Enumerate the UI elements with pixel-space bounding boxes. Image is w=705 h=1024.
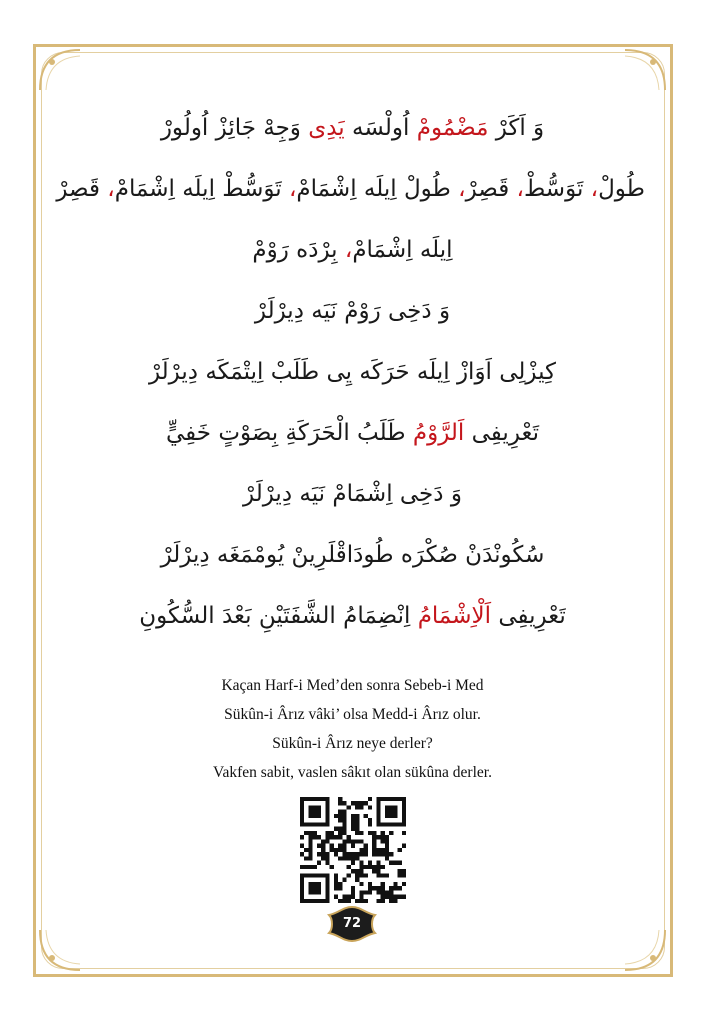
- arabic-text: تَعْرِيفِى: [491, 603, 566, 629]
- arabic-line: [60, 403, 645, 464]
- qr-code[interactable]: [300, 797, 406, 903]
- arabic-text: قَصِرْ: [465, 176, 510, 202]
- arabic-text: قَصِرْ: [56, 176, 100, 202]
- arabic-text: طُولْ: [598, 176, 645, 202]
- arabic-text: وَ دَخِى رَوْمْ نَيَه دِيرْلَرْ: [254, 298, 451, 324]
- turkish-line: Vakfen sabit, vaslen sâkıt olan sükûna derler.: [213, 764, 492, 781]
- arabic-text: تَوَسُّطْ: [523, 176, 584, 202]
- arabic-line: [60, 281, 645, 342]
- corner-ornament-icon: [623, 928, 667, 972]
- arabic-line: [60, 98, 645, 159]
- arabic-text: وَ دَخِى اِشْمَامْ نَيَه دِيرْلَرْ: [243, 481, 462, 507]
- highlighted-term: ،: [99, 176, 115, 202]
- highlighted-term: اَلْاِشْمَامُ: [417, 603, 492, 629]
- arabic-text: طَلَبُ الْحَرَكَةِ بِصَوْتٍ خَفِيٍّ: [165, 420, 413, 446]
- highlighted-term: ،: [450, 176, 466, 202]
- highlighted-term: يَدِى: [308, 115, 345, 141]
- arabic-line: [60, 342, 645, 403]
- highlighted-term: ،: [337, 237, 353, 263]
- arabic-line: [60, 464, 645, 525]
- arabic-line: [56, 159, 645, 220]
- arabic-text: وَ اَكَرْ: [488, 115, 545, 141]
- highlighted-term: ،: [509, 176, 524, 202]
- arabic-text: اِنْضِمَامُ الشَّفَتَيْنِ بَعْدَ السُّكُونِ: [139, 603, 418, 629]
- arabic-line: [60, 220, 645, 281]
- turkish-line: Sükûn-i Ârız neye derler?: [272, 735, 433, 752]
- corner-ornament-icon: [38, 48, 82, 92]
- highlighted-term: اَلرَّوْمُ: [412, 420, 465, 446]
- arabic-text: اِيلَه اِشْمَامْ: [352, 237, 453, 263]
- arabic-text: اُولْسَه: [344, 115, 417, 141]
- page-number: 72: [342, 916, 362, 931]
- arabic-text: وَجِهْ جَائِزْ اُولُورْ: [160, 115, 309, 141]
- highlighted-term: ،: [281, 176, 297, 202]
- highlighted-term: مَضْمُومْ: [416, 115, 489, 141]
- arabic-text: طُولْ اِيلَه اِشْمَامْ: [296, 176, 451, 202]
- turkish-text-block: [60, 671, 645, 787]
- arabic-text: تَوَسُّطْ اِيلَه اِشْمَامْ: [114, 176, 282, 202]
- arabic-text: تَعْرِيفِى: [464, 420, 540, 446]
- arabic-line: [60, 586, 645, 647]
- arabic-text-block: [56, 98, 645, 647]
- turkish-line: Kaçan Harf-i Med’den sonra Sebeb-i Med: [221, 677, 484, 694]
- turkish-line: Sükûn-i Ârız vâki’ olsa Medd-i Ârız olur.: [224, 706, 481, 723]
- highlighted-term: ،: [583, 176, 599, 202]
- corner-ornament-icon: [623, 48, 667, 92]
- arabic-line: [60, 525, 645, 586]
- arabic-text: كِيزْلِى اَوَازْ اِيلَه حَرَكَه يِى طَلَبْ اِيتْمَكَه دِيرْلَرْ: [148, 359, 557, 385]
- corner-ornament-icon: [38, 928, 82, 972]
- arabic-text: سُكُونْدَنْ صُكْرَه طُودَاقْلَرِينْ يُومْمَغَه دِيرْلَرْ: [160, 542, 545, 568]
- arabic-text: بِرْدَه رَوْمْ: [252, 237, 338, 263]
